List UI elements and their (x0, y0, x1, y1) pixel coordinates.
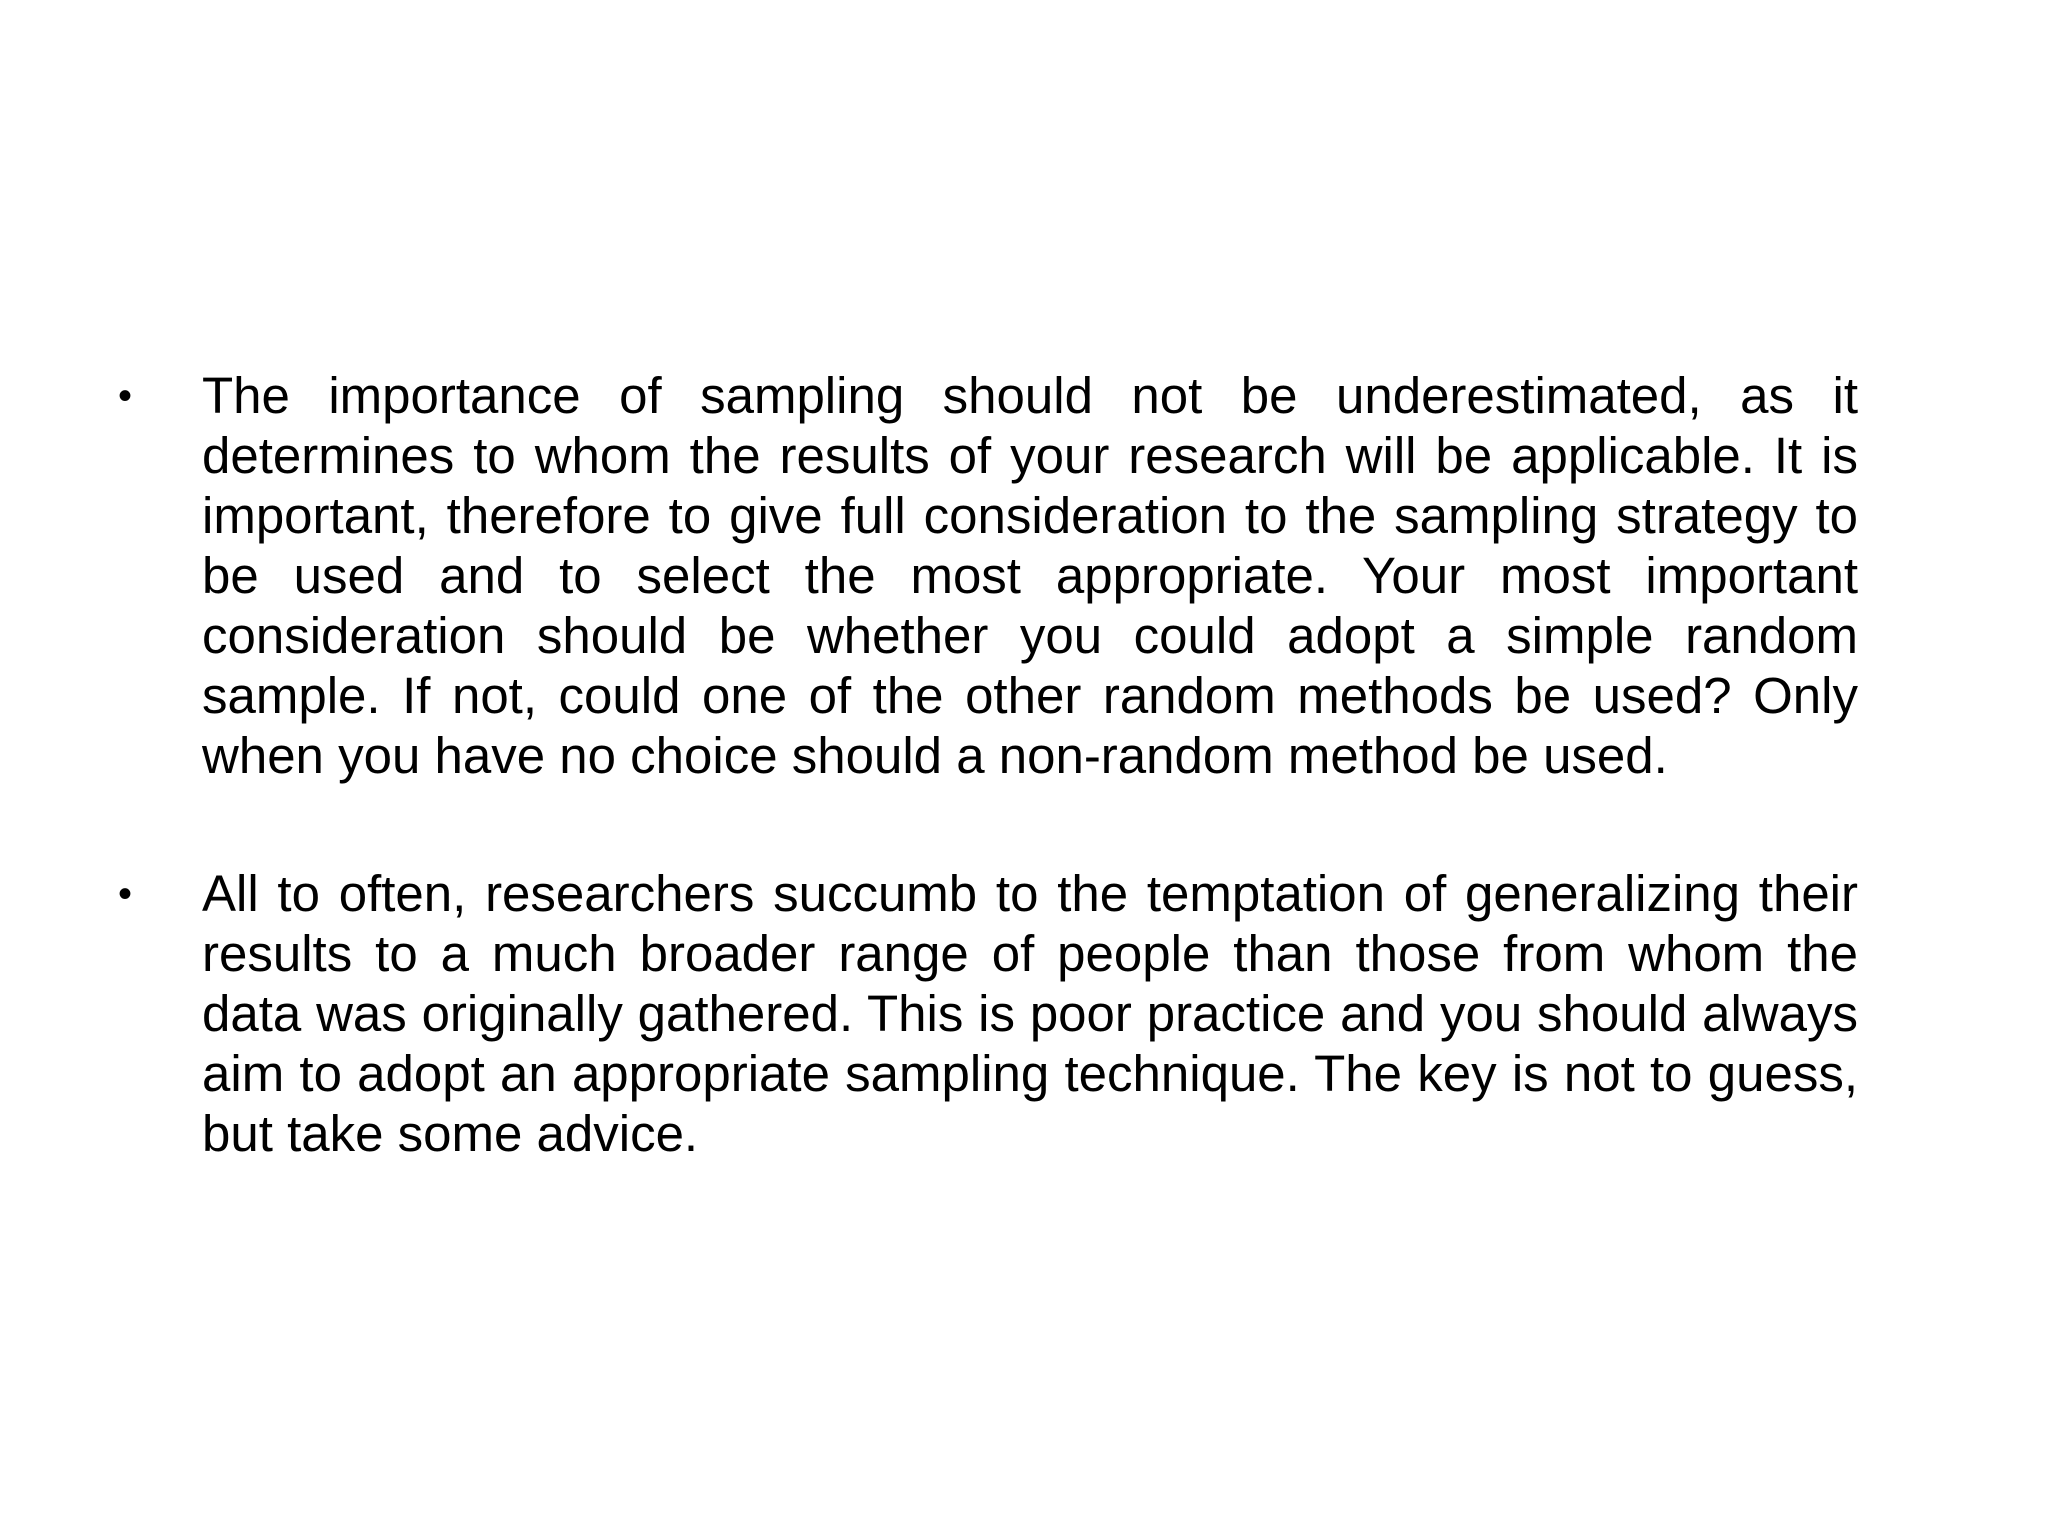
bullet-text: All to often, researchers succumb to the temptation of generalizing their results to a much broader range of people than those from whom the data was originally gathered. This is poor practice and you should always aim to adopt an appropriate sampling technique. The key is not to guess, but take some advice. (202, 865, 1858, 1162)
bullet-marker: • (118, 872, 133, 916)
bullet-item-sampling-importance (118, 366, 1858, 786)
bullet-text: The importance of sampling should not be underestimated, as it determines to whom the results of your research will be applicable. It is important, therefore to give full consideration to the sampling strategy to be used and to select the most appropriate. Your most important consideration should be whether you could adopt a simple random sample. If not, could one of the other random methods be used? Only when you have no choice should a non-random method be used. (202, 367, 1858, 784)
bullet-item-generalizing (118, 864, 1858, 1164)
bullet-list (118, 366, 1858, 1242)
bullet-marker: • (118, 374, 133, 418)
